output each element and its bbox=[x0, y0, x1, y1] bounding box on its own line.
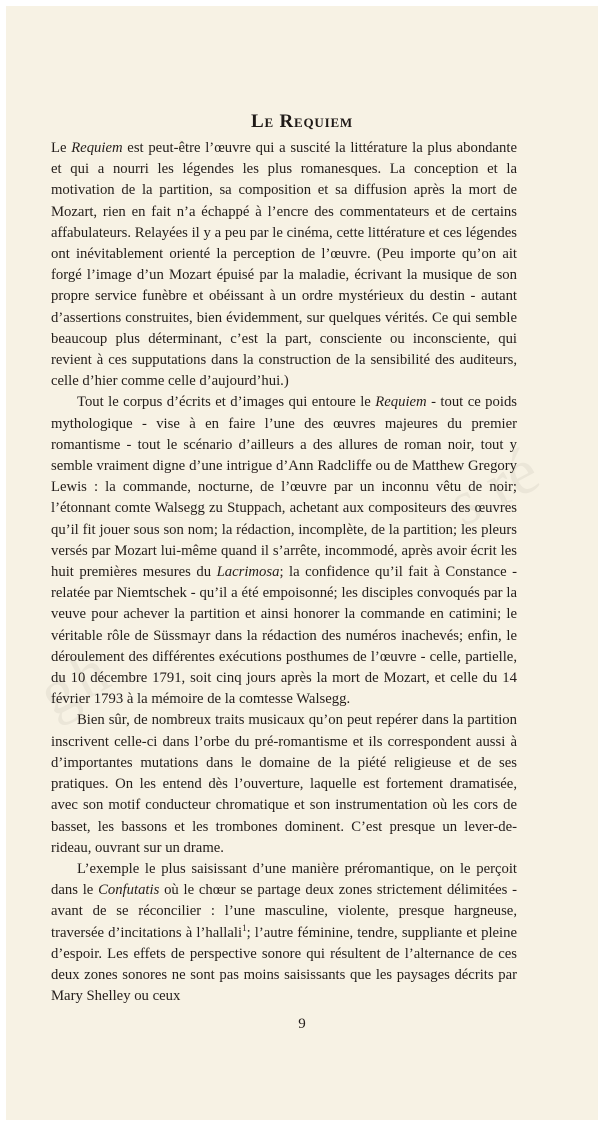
paragraph bbox=[51, 138, 517, 392]
book-page bbox=[6, 6, 598, 1120]
body-text bbox=[51, 138, 517, 1007]
text-run: où le chœur se partage deux zones strictement délimitées - avant de se réconcilier : l’une masculine, violente, presque hargneuse, traversée d’incitations à l’hallali bbox=[51, 882, 517, 941]
text-run: - tout ce poids mythologique - vise à en faire l’une des œuvres majeures du premier romantisme - tout le scénario d’ailleurs a des allures de roman noir, tout y semble vraiment digne d’une intrigue d’Ann Radcliffe ou de Matthew Gregory Lewis : la commande, nocturne, de l’œuvre par un inconnu vêtu de noir; l’étonnant comte Walsegg zu Stuppach, achetant aux compositeurs des œuvres qu’il fit jouer sous son nom; la rédaction, incomplète, de la partition; les pleurs versés par Mozart lui-même quand il s’arrête, incommodé, après avoir écrit les huit premières mesures du bbox=[51, 394, 517, 581]
watermark: gh bbox=[26, 633, 124, 730]
italic-title: Confutatis bbox=[98, 882, 160, 899]
paragraph bbox=[51, 392, 517, 710]
text-run: ; l’autre féminine, tendre, suppliante et pleine d’espoir. Les effets de perspective sonore qui résultent de l’alternance de ces deux zones sonores ne sont pas moins saisissants que les paysages décrits par Mary Shelley ou ceux bbox=[51, 924, 517, 1005]
page-title: Le Requiem bbox=[251, 110, 353, 132]
text-run: Le bbox=[51, 140, 72, 156]
page-number: 9 bbox=[298, 1016, 306, 1032]
text-run: L’exemple le plus saisissant d’une manière préromantique, on le perçoit dans le bbox=[51, 860, 517, 899]
text-run: Bien sûr, de nombreux traits musicaux qu’on peut repérer dans la partition inscrivent celle-ci dans l’orbe du pré-romantisme et ils correspondent aussi à d’importantes mutations dans le domaine de la piété religieuse et de ses pratiques. On les entend dès l’ouverture, laquelle est fortement dramatisée, avec son motif conducteur chromatique et son instrumentation où les cors de basset, les bassons et les trombones dominent. C’est presque un lever-de-rideau, ouvrant sur un drame. bbox=[51, 712, 517, 856]
italic-title: Requiem bbox=[375, 394, 427, 411]
watermark: s ré bbox=[436, 434, 550, 540]
text-run: est peut-être l’œuvre qui a suscité la littérature la plus abondante et qui a nourri les légendes les plus romanesques. La conception et la motivation de la partition, sa composition et sa diffusion après la mort de Mozart, rien en fait n’a échappé à l’encre des commentateurs et de certains affabulateurs. Relayées il y a peu par le cinéma, cette littérature et ces légendes ont inévitablement orienté la perception de l’œuvre. (Peu importe qu’on ait forgé l’image d’un Mozart épuisé par la maladie, écrivant la musique de son propre service funèbre et obéissant à un ordre mystérieux du destin - autant d’assertions construites, bien évidemment, sur quelques vérités. Ce qui semble beaucoup plus déterminant, c’est la part, consciente ou inconsciente, qui revient à ces supputations dans la construction de la sensibilité des auditeurs, celle d’hier comme celle d’aujourd’hui.) bbox=[51, 140, 517, 390]
text-run: Tout le corpus d’écrits et d’images qui entoure le bbox=[77, 394, 376, 411]
footnote-reference: 1 bbox=[242, 922, 247, 933]
paragraph bbox=[51, 710, 517, 858]
text-run: ; la confidence qu’il fait à Constance - relatée par Niemtschek - qu’il a été empoisonné; les disciples convoqués par la veuve pour achever la partition et ainsi honorer la commande en catimini; le véritable rôle de Süssmayr dans la rédaction des numéros inachevés; enfin, le déroulement des différentes exécutions posthumes de l’œuvre - celle, partielle, du 10 décembre 1791, soit cinq jours après la mort de Mozart, et celle du 14 février 1793 à la mémoire de la comtesse Walsegg. bbox=[51, 564, 517, 708]
italic-title: Requiem bbox=[71, 140, 123, 156]
italic-title: Lacrimosa bbox=[216, 564, 280, 581]
paragraph bbox=[51, 859, 517, 1007]
